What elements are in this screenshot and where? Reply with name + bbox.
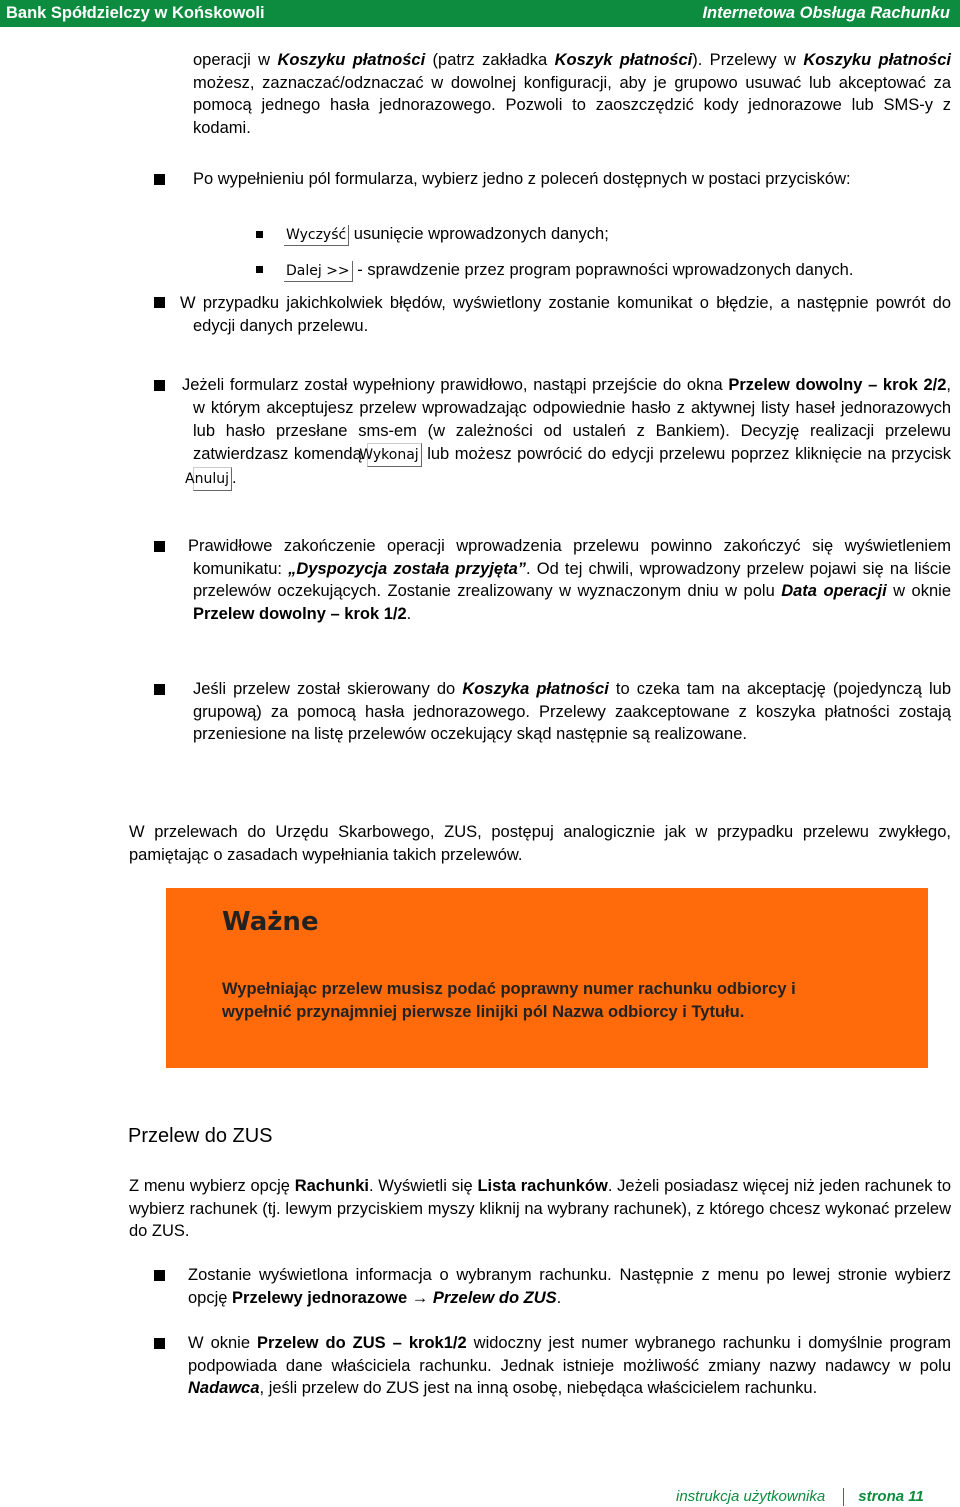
bullet-marker bbox=[154, 174, 165, 185]
sub-bullet-marker bbox=[256, 266, 263, 273]
tax-zus-paragraph: W przelewach do Urzędu Skarbowego, ZUS, postępuj analogicznie jak w przypadku przelewu zwykłego, pamiętając o zasadach wypełniania takich przelewów. bbox=[129, 823, 951, 864]
bullet-marker bbox=[154, 1270, 165, 1281]
important-title: Ważne bbox=[222, 907, 319, 937]
sub-item-clear: Wyczyść usunięcie wprowadzonych danych; bbox=[284, 223, 924, 246]
bullet-form-commands: Po wypełnieniu pól formularza, wybierz jedno z poleceń dostępnych w postaci przycisków: bbox=[193, 170, 851, 188]
bullet-zus-window: W oknie Przelew do ZUS – krok1/2 widoczny jest numer wybranego rachunku i domyślnie program podpowiada dane właściciela rachunku. Jednak istnieje możliwość zmiany nazwy nadawcy w polu Nadawca, jeśli przelew do ZUS jest na inną osobę, niebędąca właścicielem rachunku. bbox=[188, 1334, 952, 1397]
document-title: Internetowa Obsługa Rachunku bbox=[702, 4, 950, 22]
footer-page-label: strona bbox=[858, 1488, 905, 1505]
bullet-marker bbox=[154, 380, 165, 391]
bullet-errors: W przypadku jakichkolwiek błędów, wyświetlony zostanie komunikat o błędzie, a następnie powrót do edycji danych przelewu. bbox=[180, 294, 951, 335]
bank-name: Bank Spółdzielczy w Końskowoli bbox=[6, 4, 265, 22]
important-body: Wypełniając przelew musisz podać poprawny numer rachunku odbiorcy i wypełnić przynajmniej pierwsze linijki pól Nazwa odbiorcy i Tytułu. bbox=[222, 980, 796, 1021]
arrow-icon: → bbox=[407, 1288, 433, 1307]
bullet-select-zus: Zostanie wyświetlona informacja o wybranym rachunku. Następnie z menu po lewej stronie wybierz opcję Przelewy jednorazowe → Przelew do ZUS. bbox=[188, 1266, 951, 1307]
cancel-button[interactable]: Anuluj bbox=[193, 467, 232, 491]
bullet-step2: Jeżeli formularz został wypełniony prawidłowo, nastąpi przejście do okna Przelew dowolny – krok 2/2, w którym akceptujesz przelew wprowadzając odpowiednie hasło z aktywnej listy haseł jednorazowych lub hasło przesłane sms-em (w zależności od ustaleń z Bankiem). Decyzję realizacji przelewu zatwierdzasz komendą Wykonaj lub możesz powrócić do edycji przelewu poprzez kliknięcie na przycisk Anuluj . bbox=[193, 374, 951, 491]
clear-button[interactable]: Wyczyść bbox=[284, 225, 349, 246]
zus-intro-paragraph: Z menu wybierz opcję Rachunki. Wyświetli się Lista rachunków. Jeżeli posiadasz więcej niż jeden rachunek to wybierz rachunek (tj. lewym przyciskiem myszy kliknij na wybrany rachunek), z którego chcesz wykonać przelew do ZUS. bbox=[129, 1177, 952, 1240]
bullet-basket: Jeśli przelew został skierowany do Koszyka płatności to czeka tam na akceptację (pojedynczą lub grupową) za pomocą hasła jednorazowego. Przelewy zaakceptowane z koszyka płatności zostają przeniesione na listę przelewów oczekujący skąd następnie są realizowane. bbox=[193, 680, 952, 743]
section-title: Przelew do ZUS bbox=[128, 1125, 273, 1147]
page-footer bbox=[676, 1487, 924, 1507]
page-header bbox=[0, 0, 960, 27]
sub-item-next: Dalej >> - sprawdzenie przez program poprawności wprowadzonych danych. bbox=[284, 259, 954, 282]
important-notice-box bbox=[166, 888, 928, 1068]
footer-separator bbox=[843, 1488, 844, 1506]
footer-page-number: 11 bbox=[908, 1488, 924, 1505]
next-button[interactable]: Dalej >> bbox=[284, 261, 353, 282]
intro-paragraph: operacji w Koszyku płatności (patrz zakładka Koszyk płatności). Przelewy w Koszyku płatności możesz, zaznaczać/odznaczać w dowolnej konfiguracji, aby je grupowo usuwać lub akceptować za pomocą jednego hasła jednorazowego. Pozwoli to zaoszczędzić kody jednorazowe lub SMS-y z kodami. bbox=[193, 51, 951, 137]
execute-button[interactable]: Wykonaj bbox=[367, 443, 421, 467]
bullet-marker bbox=[154, 541, 165, 552]
bullet-confirmation: Prawidłowe zakończenie operacji wprowadzenia przelewu powinno zakończyć się wyświetleniem komunikatu: „Dyspozycja została przyjęta”. Od tej chwili, wprowadzony przelew pojawi się na liście przelewów oczekujących. Zostanie zrealizowany w wyznaczonym dniu w polu Data operacji w oknie Przelew dowolny – krok 1/2. bbox=[188, 537, 952, 623]
bullet-marker bbox=[154, 684, 165, 695]
footer-doc-name: instrukcja użytkownika bbox=[676, 1488, 826, 1505]
sub-bullet-marker bbox=[256, 231, 263, 238]
bullet-marker bbox=[154, 1338, 165, 1349]
bullet-marker bbox=[154, 297, 165, 308]
